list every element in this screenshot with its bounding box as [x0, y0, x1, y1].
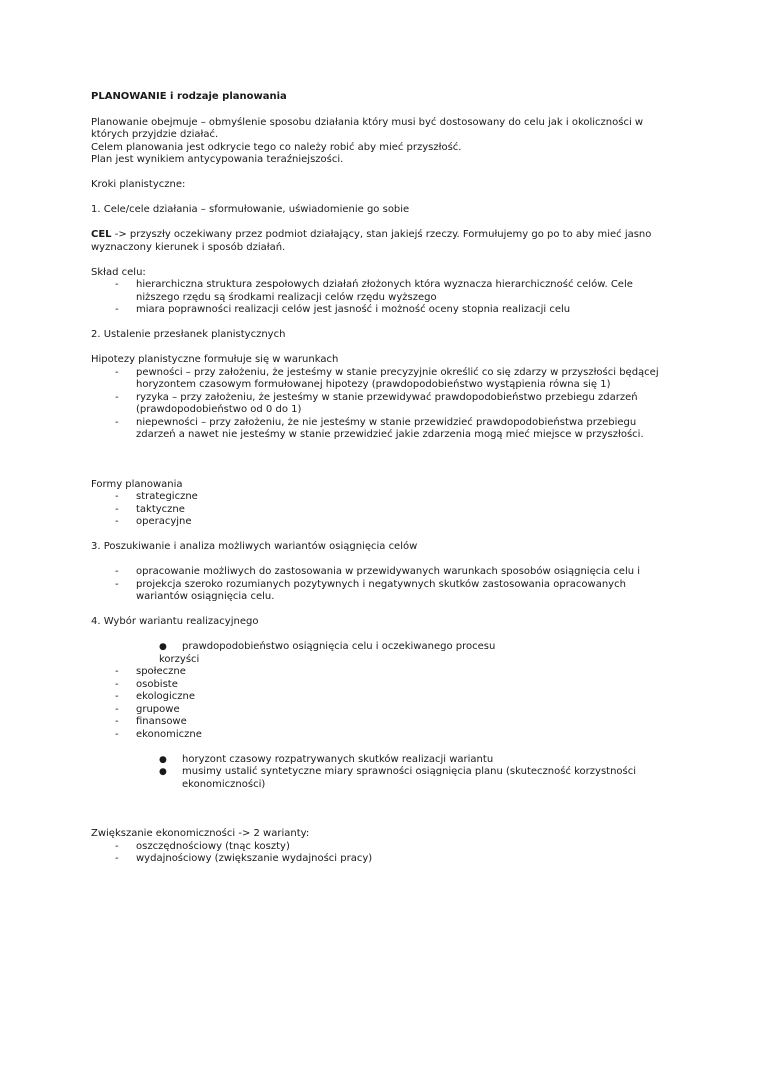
dash-marker: -: [115, 678, 119, 690]
list-item: - projekcja szeroko rozumianych pozytywnych i negatywnych skutków zastosowania opracowanych wariantów osiągnięcia celu.: [115, 578, 626, 602]
list-item: - ekonomiczne: [115, 728, 202, 740]
korzysci-label: korzyści: [159, 653, 200, 665]
list-item: ● horyzont czasowy rozpatrywanych skutków realizacji wariantu: [159, 753, 494, 765]
intro-line: Plan jest wynikiem antycypowania teraźniejszości.: [91, 154, 344, 165]
dash-marker: -: [115, 503, 119, 515]
dash-marker: -: [115, 366, 119, 378]
document-title: PLANOWANIE i rodzaje planowania: [91, 91, 287, 102]
dash-marker: -: [115, 840, 119, 852]
dash-marker: -: [115, 566, 119, 577]
step1-heading: 1. Cele/cele działania – sformułowanie, uświadomienie go sobie: [91, 204, 410, 215]
forms-heading: Formy planowania: [91, 478, 183, 490]
sklad-heading: Skład celu:: [91, 266, 146, 278]
econ-list: [91, 841, 671, 866]
list-item: - grupowe: [115, 703, 180, 715]
list-item: ● musimy ustalić syntetyczne miary sprawności osiągnięcia planu (skuteczność korzystności ekonomiczności): [159, 766, 637, 790]
list-item: - opracowanie możliwych do zastosowania w przewidywanych warunkach sposobów osiągnięcia celu i: [115, 566, 641, 577]
list-item: - miara poprawności realizacji celów jest jasność i możność oceny stopnia realizacji celu: [115, 304, 571, 315]
dash-marker: -: [115, 728, 119, 740]
dash-marker: -: [115, 391, 119, 403]
bullet-marker: ●: [159, 642, 167, 652]
cel-definition: [91, 229, 671, 254]
list-item: - strategiczne: [115, 491, 198, 502]
steps-heading: Kroki planistyczne:: [91, 179, 186, 190]
step4-heading: 4. Wybór wariantu realizacyjnego: [91, 616, 259, 627]
dash-marker: -: [115, 703, 119, 715]
benefits-list: [91, 666, 671, 741]
list-item: - oszczędnościowy (tnąc koszty): [115, 840, 290, 852]
econ-heading: Zwiększanie ekonomiczności -> 2 warianty:: [91, 828, 310, 839]
dash-marker: -: [115, 304, 119, 315]
step4-bullets-1: [91, 641, 671, 654]
cel-text: -> przyszły oczekiwany przez podmiot działający, stan jakiejś rzeczy. Formułujemy go po to aby mieć jasno wyznaczony kierunek i sposób działań.: [91, 229, 652, 253]
forms-list: [91, 491, 671, 529]
step3-list: [91, 566, 671, 604]
list-item: - finansowe: [115, 716, 187, 727]
list-item: - osobiste: [115, 678, 178, 690]
intro-line: Planowanie obejmuje – obmyślenie sposobu działania który musi być dostosowany do celu jak i okoliczności w których przyjdzie działać.: [91, 116, 644, 140]
list-item: - taktyczne: [115, 503, 185, 515]
list-item: - hierarchiczna struktura zespołowych działań złożonych która wyznacza hierarchiczność celów. Cele niższego rzędu są środkami realizacji celów rzędu wyższego: [115, 279, 633, 303]
list-item: - niepewności – przy założeniu, że nie jesteśmy w stanie przewidzieć prawdopodobieństwa przebiegu zdarzeń a nawet nie jesteśmy w stanie przewidzieć jakie zdarzenia mogą mieć miejsce w przyszłości.: [115, 416, 644, 440]
step2-heading: 2. Ustalenie przesłanek planistycznych: [91, 329, 286, 340]
dash-marker: -: [115, 279, 119, 290]
intro-line: Celem planowania jest odkrycie tego co należy robić aby mieć przyszłość.: [91, 141, 462, 153]
list-item: - społeczne: [115, 666, 186, 677]
hypotheses-list: [91, 367, 671, 442]
list-item: - pewności – przy założeniu, że jesteśmy w stanie precyzyjnie określić co się zdarzy w przyszłości będącej horyzontem czasowym formułowanej hipotezy (prawdopodobieństwo wystąpienia równa się 1): [115, 366, 659, 390]
hypotheses-heading: Hipotezy planistyczne formułuje się w warunkach: [91, 354, 339, 365]
dash-marker: -: [115, 416, 119, 428]
list-item: - ekologiczne: [115, 691, 195, 702]
dash-marker: -: [115, 516, 119, 527]
bullet-marker: ●: [159, 767, 167, 777]
list-item: - operacyjne: [115, 516, 192, 527]
dash-marker: -: [115, 578, 119, 590]
dash-marker: -: [115, 691, 119, 702]
dash-marker: -: [115, 853, 119, 864]
step4-bullets-2: [91, 754, 671, 792]
list-item: - ryzyka – przy założeniu, że jesteśmy w stanie przewidywać prawdopodobieństwo przebiegu zdarzeń (prawdopodobieństwo od 0 do 1): [115, 391, 638, 415]
document-page: [91, 91, 671, 866]
dash-marker: -: [115, 716, 119, 727]
dash-marker: -: [115, 491, 119, 502]
list-item: ● prawdopodobieństwo osiągnięcia celu i oczekiwanego procesu: [159, 641, 496, 652]
dash-marker: -: [115, 666, 119, 677]
bullet-marker: ●: [159, 754, 167, 765]
sklad-list: [91, 279, 671, 317]
list-item: - wydajnościowy (zwiększanie wydajności pracy): [115, 853, 373, 864]
step3-heading: 3. Poszukiwanie i analiza możliwych wariantów osiągnięcia celów: [91, 541, 418, 552]
cel-label: CEL: [91, 229, 112, 240]
